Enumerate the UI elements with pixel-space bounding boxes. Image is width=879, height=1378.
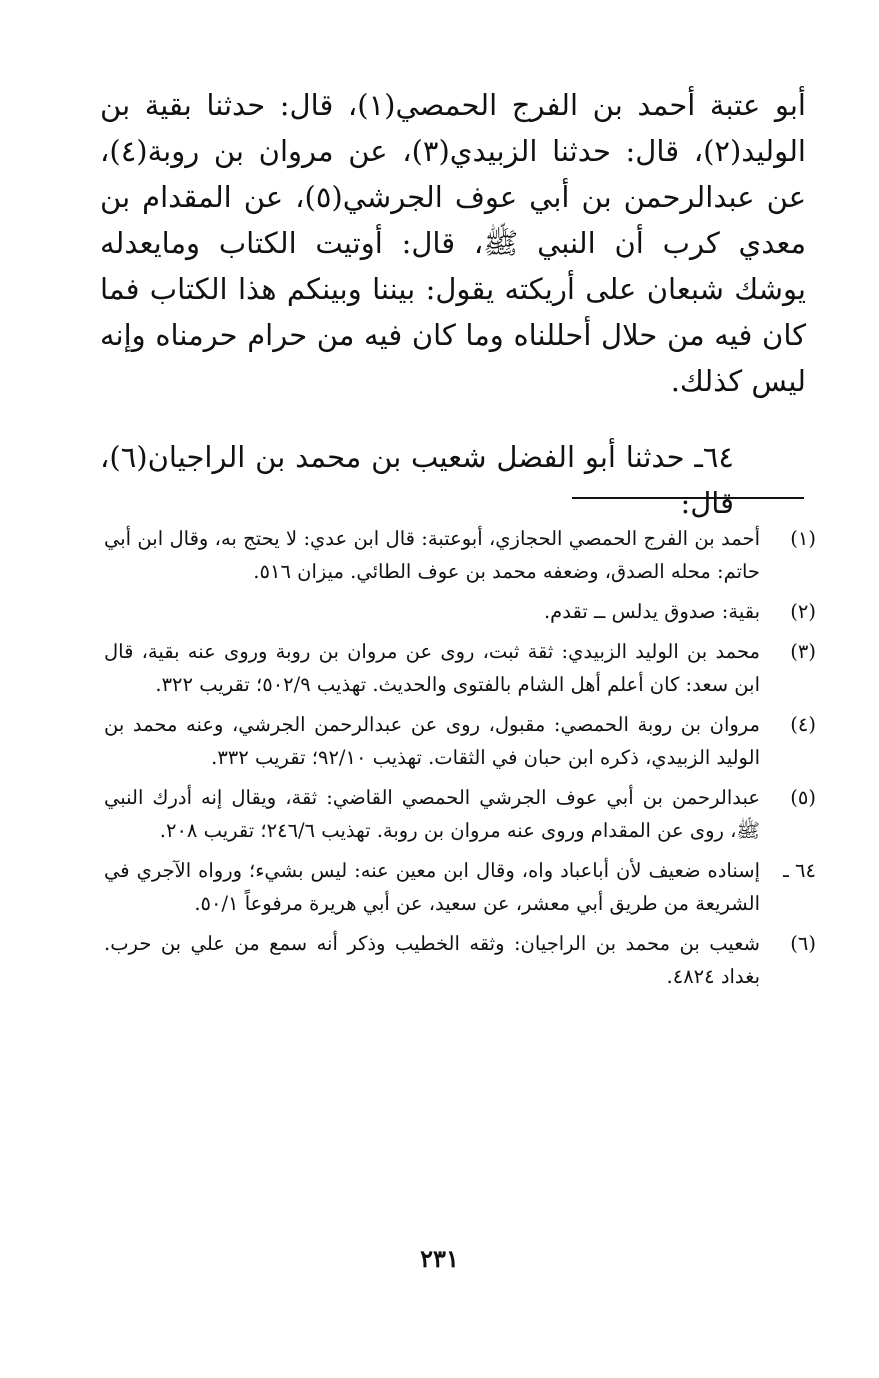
footnote-4: [104, 708, 816, 774]
footnote-text: أحمد بن الفرج الحمصي الحجازي، أبوعتبة: قال ابن عدي: لا يحتج به، وقال ابن أبي حاتم: محله الصدق، وضعفه محمد بن عوف الطائي. ميزان ٥١٦.: [104, 527, 760, 583]
main-text: [100, 82, 806, 526]
footnote-number: (٥): [790, 786, 816, 809]
hadith-paragraph: أبو عتبة أحمد بن الفرج الحمصي(١)، قال: حدثنا بقية بن الوليد(٢)، قال: حدثنا الزبيدي(٣)، عن مروان بن روبة(٤)، عن عبدالرحمن بن أبي عوف الجرشي(٥)، عن المقدام بن معدي كرب أن النبي ﷺ، قال: أوتيت الكتاب ومايعدله يوشك شبعان على أريكته يقول: بيننا وبينكم هذا الكتاب فما كان فيه من حلال أحللناه وما كان فيه من حرام حرمناه وإنه ليس كذلك.: [100, 88, 807, 398]
footnote-number: (١): [790, 527, 816, 550]
footnote-number: (٤): [790, 713, 816, 736]
footnotes: [104, 522, 816, 1000]
footnote-1: [104, 522, 816, 588]
footnote-3: [104, 635, 816, 701]
page-number: ٢٣١: [420, 1244, 459, 1273]
footnote-number: ٦٤ ـ: [783, 859, 816, 882]
footnote-5: [104, 781, 816, 847]
footnote-2: [104, 595, 816, 628]
hadith-64-line: ٦٤ـ حدثنا أبو الفضل شعيب بن محمد بن الراجيان(٦)، قال:: [100, 440, 734, 520]
footnote-6: [104, 927, 816, 993]
footnote-text: مروان بن روبة الحمصي: مقبول، روى عن عبدالرحمن الجرشي، وعنه محمد بن الوليد الزبيدي، ذكره ابن حبان في الثقات. تهذيب ٩٢/١٠؛ تقريب ٣٣٢.: [104, 713, 760, 769]
footnote-text: محمد بن الوليد الزبيدي: ثقة ثبت، روى عن مروان بن روبة وروى عنه بقية، قال ابن سعد: كان أعلم أهل الشام بالفتوى والحديث. تهذيب ٥٠٢/٩؛ تقريب ٣٢٢.: [104, 640, 760, 696]
footnote-number: (٣): [790, 640, 816, 663]
footnote-text: عبدالرحمن بن أبي عوف الجرشي الحمصي القاضي: ثقة، ويقال إنه أدرك النبي ﷺ، روى عن المقدام وروى عنه مروان بن روبة. تهذيب ٢٤٦/٦؛ تقريب ٢٠٨.: [104, 786, 760, 842]
footnote-separator: [572, 497, 804, 499]
footnote-number: (٦): [790, 932, 816, 955]
footnote-number: (٢): [790, 600, 816, 623]
footnote-text: شعيب بن محمد بن الراجيان: وثقه الخطيب وذكر أنه سمع من علي بن حرب. بغداد ٤٨٢٤.: [104, 932, 760, 988]
footnote-text: بقية: صدوق يدلس ــ تقدم.: [543, 600, 760, 623]
footnote-text: إسناده ضعيف لأن أباعباد واه، وقال ابن معين عنه: ليس بشيء؛ ورواه الآجري في الشريعة من طريق أبي معشر، عن سعيد، عن أبي هريرة مرفوعاً ٥٠/١.: [104, 859, 760, 915]
footnote-hadith-64: [104, 854, 816, 920]
